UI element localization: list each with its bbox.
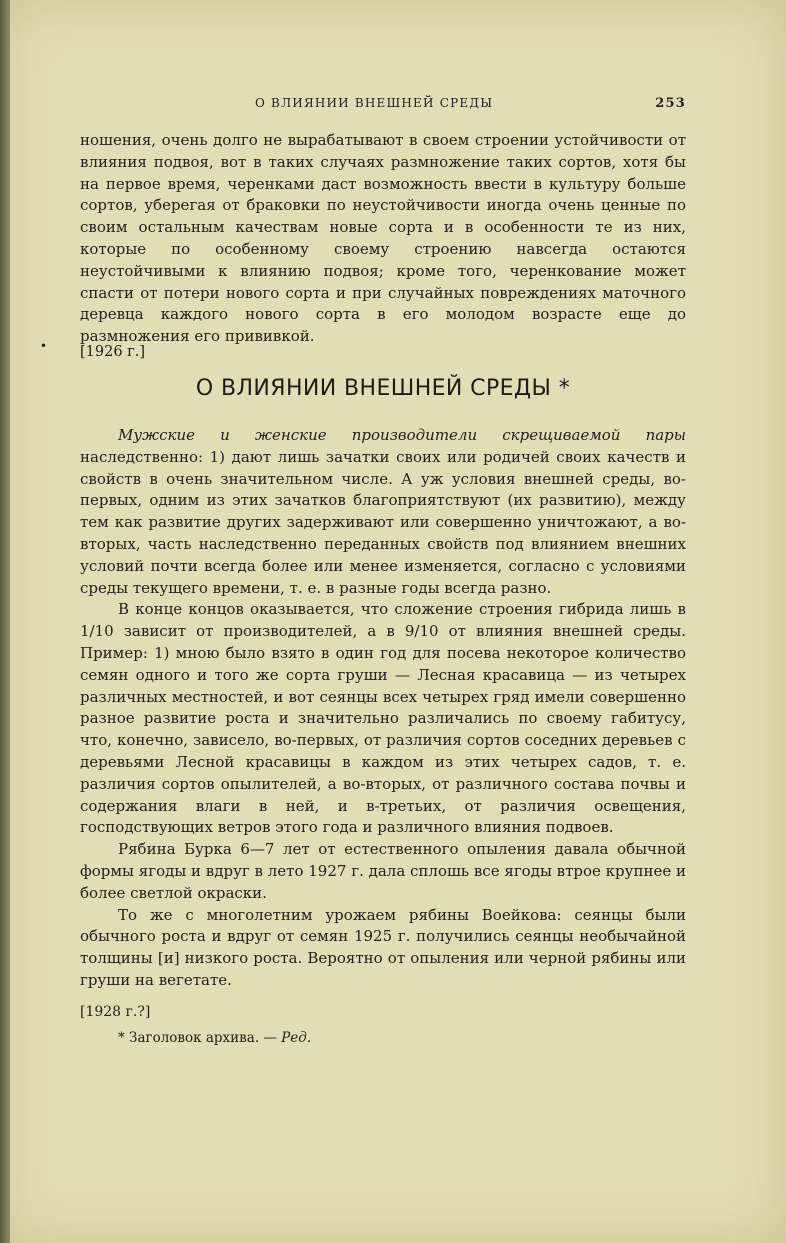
- paragraph: То же с многолетним урожаем рябины Воейкова: сеянцы были обычного роста и вдруг от семян 1925 г. получились сеянцы необычайной толщины [и] низкого роста. Вероятно от опыления или черной рябины или груши на вегетате.: [80, 905, 686, 989]
- running-title: О ВЛИЯНИИ ВНЕШНЕЙ СРЕДЫ: [255, 96, 494, 110]
- running-header: [80, 96, 686, 112]
- page-binding-edge: [0, 0, 10, 1243]
- date-note: [1928 г.?]: [80, 1004, 151, 1020]
- italic-lead: Мужские и женские производители скрещиваемой пары: [118, 426, 686, 444]
- margin-mark: •: [40, 339, 48, 353]
- paragraph: В конце концов оказывается, что сложение строения гибрида лишь в 1/10 зависит от производителей, а в 9/10 от влияния внешней среды. Пример: 1) мною было взято в один год для посева некоторое количество семян одного и того же сорта груши — Лесная красавица — из четырех различных местностей, и вот сеянцы всех четырех гряд имели совершенно разное развитие роста и значительно различались по своему габитусу, что, конечно, зависело, во-первых, от различия сортов соседних деревьев с деревьями Лесной красавицы в каждом из этих четырех садов, т. е. различия сортов опылителей, а во-вторых, от различного состава почвы и содержания влаги в ней, и в-третьих, от различия освещения, господствующих ветров этого года и различного влияния подвоев.: [80, 600, 686, 837]
- footnote-editor: Ред.: [281, 1030, 312, 1046]
- section-body: [80, 425, 686, 992]
- paragraph-text: наследственно: 1) дают лишь зачатки своих или родичей своих качеств и свойств в очень значительном числе. А уж условия внешней среды, во-первых, одним из этих зачатков благоприятствуют (их развитию), между тем как развитие других задерживают или совершенно уничтожают, а во-вторых, часть наследственно переданных свойств под влиянием внешних условий почти всегда более или менее изменяется, согласно с условиями среды текущего времени, т. е. в разные годы всегда разно.: [80, 447, 686, 597]
- paragraph: ношения, очень долго не вырабатывают в своем строении устойчивости от влияния подвоя, вот в таких случаях размножение таких сортов, хотя бы на первое время, черенками даст возможность ввести в культуру больше сортов, уберегая от браковки по неустойчивости иногда очень ценные по своим остальным качествам новые сорта и в особенности те из них, которые по особенному своему строению навсегда остаются неустойчивыми к влиянию подвоя; кроме того, черенкование может спасти от потери нового сорта и при случайных повреждениях маточного деревца каждого нового сорта в его молодом возрасте еще до размножения его прививкой.: [80, 131, 686, 346]
- footnote-marker: *: [118, 1030, 125, 1046]
- paragraph: Рябина Бурка 6—7 лет от естественного опыления давала обычной формы ягоды и вдруг в лето 1927 г. дала сплошь все ягоды втрое крупнее и более светлой окраски.: [80, 840, 686, 902]
- page-number: 253: [655, 96, 686, 111]
- footnote-text: Заголовок архива. —: [124, 1030, 282, 1046]
- continuation-text: [80, 130, 686, 348]
- date-note: [1926 г.]: [80, 344, 146, 360]
- section-title: О ВЛИЯНИИ ВНЕШНЕЙ СРЕДЫ *: [195, 376, 571, 401]
- footnote: [118, 1030, 311, 1046]
- paragraph: [80, 425, 686, 599]
